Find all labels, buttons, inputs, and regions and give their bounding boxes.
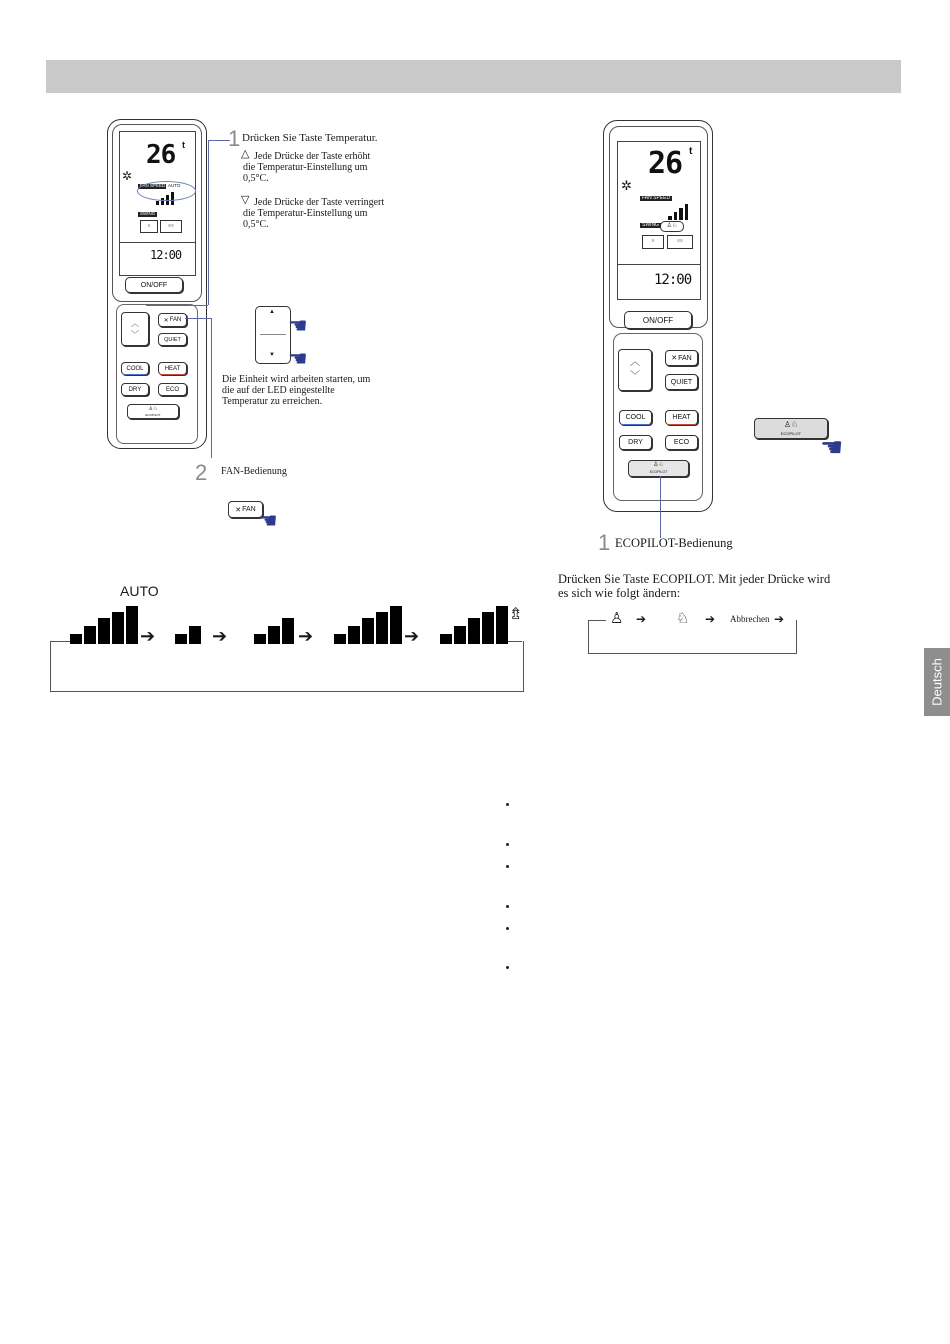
fan-level-auto [70,606,138,644]
fan-icon: ✕ [163,317,169,324]
dry-button[interactable]: DRY [619,435,652,450]
fan-icon: ✕ [235,506,242,514]
fan-level-turbo [440,606,508,644]
remote-lower-body [116,304,198,444]
fan-level-3 [334,606,402,644]
ecopilot-button-label: ECOPILOT [649,469,668,474]
arrow-right-icon-4: ➔ [404,626,420,646]
auto-tag: AUTO [168,183,181,188]
arrow-right-icon-3: ➔ [298,626,314,646]
ecopilot-icon: ♙♘ [148,405,158,412]
right-step1-number: 1 [598,530,611,555]
arrow-right-icon: ➔ [140,626,156,646]
hand-pointer-icon-2: ☚ [288,346,308,371]
step2-title: FAN-Bedienung [221,466,287,477]
remote-control-right [603,120,713,512]
lcd-temperature: 26 [648,146,683,181]
person-avoid-icon: ♘ [676,611,690,627]
language-tab[interactable] [924,648,950,716]
snowflake-icon: ✲ [122,169,133,183]
fan-icon: ✕ [671,355,678,362]
ecopilot-icon: ♙♘ [783,419,799,429]
right-step1-description: Drücken Sie Taste ECOPILOT. Mit jeder Drücke wird es sich wie folgt ändern: [558,572,831,600]
lcd-time: 12:00 [654,272,692,288]
fan-level-1 [175,606,203,644]
heat-button[interactable]: HEAT [158,362,187,375]
step1-up-text: Jede Drücke der Taste erhöht die Temperatur-Einstellung um 0,5°C. [243,151,371,184]
chevron-up-icon: ︿ [131,319,139,328]
bullet-6 [506,966,509,969]
ecopilot-icon: ♙♘ [653,461,664,468]
fan-illustration-label: FAN [242,506,256,513]
hand-pointer-icon-3: ☚ [258,508,278,533]
hand-pointer-icon-4: ☚ [820,433,844,462]
fan-speed-tag: FAN SPEED [140,183,166,188]
dry-button[interactable]: DRY [121,383,149,396]
bullet-3 [506,865,509,868]
bullet-5 [506,927,509,930]
cool-button[interactable]: COOL [619,410,652,425]
lcd-temp-unit: t [182,140,185,150]
heat-button[interactable]: HEAT [665,410,698,425]
fan-cycle-top-line-right [508,641,522,642]
person-icon: ♙ [610,611,624,627]
remote-control-left [107,119,207,449]
snowflake-icon: ✲ [621,178,632,193]
step1-unit-text: Die Einheit wird arbeiten starten, um die auf der LED eingestellte Temperatur zu erreichen. [222,374,371,407]
lcd-divider [120,242,195,243]
step1-title: Drücken Sie Taste Temperatur. [242,132,378,144]
eco-button[interactable]: ECO [158,383,187,396]
ecopilot-cycle-top-left [588,620,606,621]
chevron-up-icon: ︿ [630,357,640,368]
chevron-down-icon: ﹀ [630,371,640,382]
lcd-display [119,131,196,276]
lcd-display-right [617,141,701,300]
section-header-bar [46,60,901,93]
ecopilot-button-label: ECOPILOT [145,412,161,417]
lcd-divider [618,264,700,265]
fan-speed-bars [668,204,688,220]
callout-line-step1 [208,140,230,141]
chevron-down-icon: ▼ [269,352,275,358]
ecopilot-lcd-icon: ♙♘ [660,221,684,232]
triangle-down-icon: ▽ [241,194,250,206]
quiet-button[interactable]: QUIET [158,333,187,346]
swing-auto-icon: ≡≡ [667,235,693,249]
step1-down-text: Jede Drücke der Taste verringert die Temperatur-Einstellung um 0,5°C. [243,197,385,230]
callout-line-step1-vertical [208,140,209,305]
arrow-right-icon-3: ➔ [774,612,785,626]
auto-highlight-ellipse [137,181,196,201]
right-step1-title: ECOPILOT-Bedienung [615,536,733,550]
swing-tag: SWING [140,211,156,216]
fan-level-2 [254,606,294,644]
callout-line-fan-vertical [211,318,212,458]
cool-button[interactable]: COOL [121,362,149,375]
step2-number: 2 [195,460,208,485]
ecopilot-cancel-label: Abbrechen [730,614,770,624]
fan-button-label: FAN [169,317,182,323]
swing-tag: SWING [642,222,659,228]
onoff-button[interactable]: ON/OFF [125,277,183,293]
fan-cycle-top-line [50,641,70,642]
chevron-down-icon: ﹀ [131,330,139,339]
triangle-up-icon: △ [241,148,250,160]
eco-button[interactable]: ECO [665,435,698,450]
ecopilot-illustration-label: ECOPILOT [780,430,802,436]
swing-vertical-icon: ≡ [642,235,664,249]
fan-cycle-return-box [50,641,524,692]
bullet-2 [506,843,509,846]
fan-speed-tag: FAN SPEED [642,195,671,201]
quiet-button[interactable]: QUIET [665,374,698,390]
step1-number: 1 [228,126,241,151]
fan-cycle-auto-label: AUTO [120,583,159,599]
lcd-temp-unit: t [689,146,693,157]
lcd-temperature: 26 [146,140,176,170]
language-tab-label: Deutsch [929,658,945,706]
bullet-4 [506,905,509,908]
callout-line-fan [185,318,212,319]
swing-vertical-icon: ≡ [140,220,158,233]
onoff-button[interactable]: ON/OFF [624,311,692,329]
swing-auto-icon: ≡≡ [160,220,182,233]
callout-line-updown [146,305,208,306]
chevron-up-icon: ▲ [269,309,275,315]
fan-boost-icon: ⇯ [509,606,523,623]
ecopilot-button-illustration [754,418,828,439]
bullet-1 [506,803,509,806]
arrow-right-icon: ➔ [636,612,647,626]
fan-button-label: FAN [678,354,692,362]
arrow-right-icon-2: ➔ [212,626,228,646]
lcd-time: 12:00 [150,248,182,262]
remote-lower-body [613,333,703,501]
hand-pointer-icon: ☚ [288,313,308,338]
callout-line-ecopilot [660,476,661,538]
updown-button-illustration [255,306,291,364]
arrow-right-icon-2: ➔ [705,612,716,626]
